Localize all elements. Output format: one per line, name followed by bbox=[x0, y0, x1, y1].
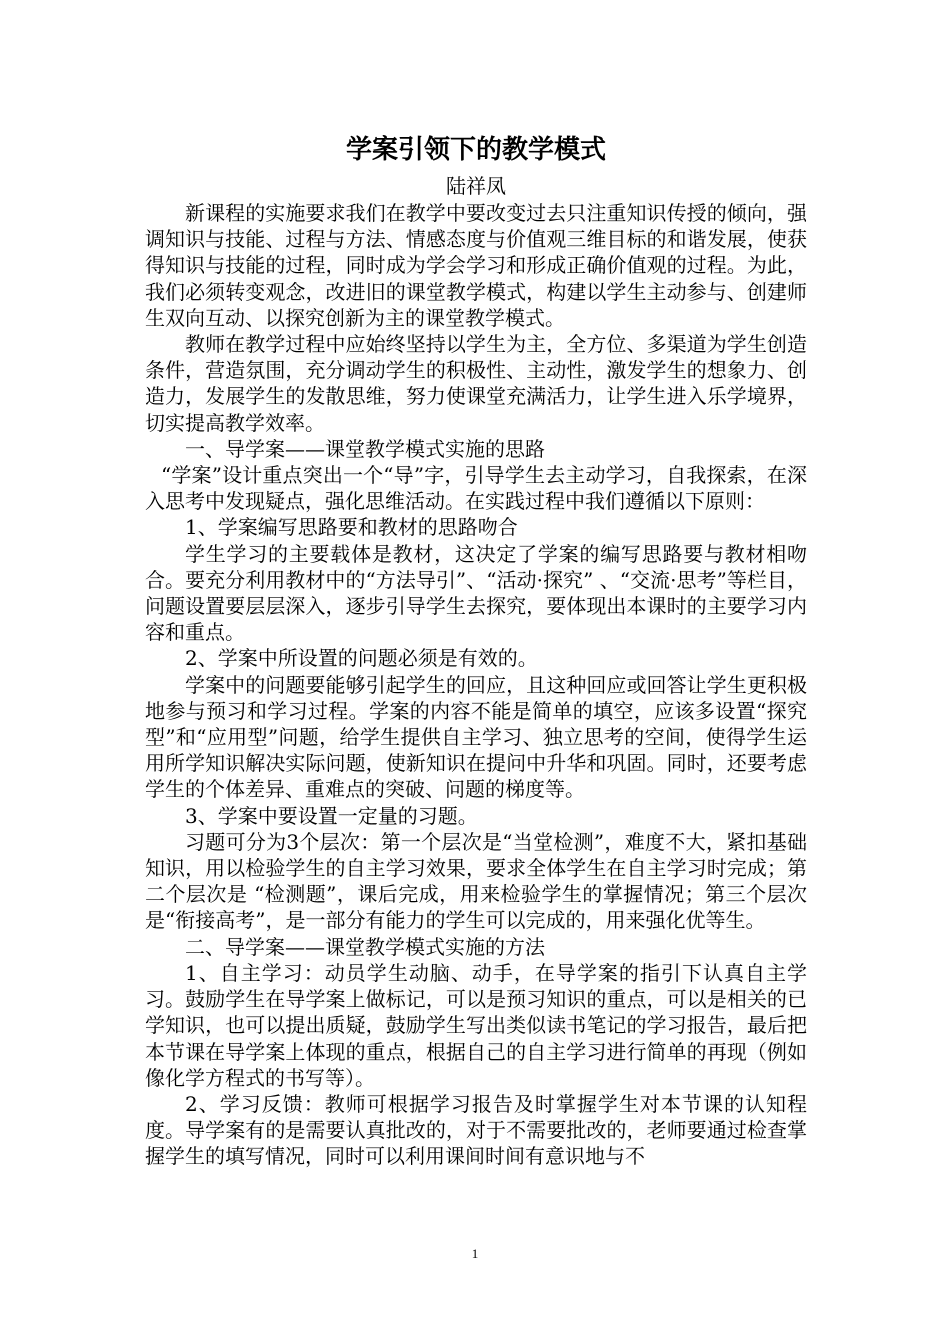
section-heading-2: 二、导学案——课堂教学模式实施的方法 bbox=[185, 934, 545, 959]
paragraph-intro-1: 新课程的实施要求我们在教学中要改变过去只注重知识传授的倾向，强调知识与技能、过程与方法、情感态度与价值观三维目标的和谐发展，使获得知识与技能的过程，同时成为学会学习和形成正确价值观的过程。为此，我们必须转变观念，改进旧的课堂教学模式，构建以学生主动参与、创建师生双向互动、以探究创新为主的课堂教学模式。 bbox=[145, 201, 807, 330]
paragraph-section-1: “学案”设计重点突出一个“导”字，引导学生去主动学习，自我探索，在深入思考中发现疑点，强化思维活动。在实践过程中我们遵循以下原则： bbox=[145, 463, 807, 514]
principle-heading-2: 2、学案中所设置的问题必须是有效的。 bbox=[185, 646, 538, 671]
author-name: 陆祥凤 bbox=[446, 174, 506, 198]
section-heading-1: 一、导学案——课堂教学模式实施的思路 bbox=[185, 436, 545, 461]
paragraph-principle-2: 学案中的问题要能够引起学生的回应，且这种回应或回答让学生更积极地参与预习和学习过程。学案的内容不能是简单的填空，应该多设置“探究型”和“应用型”问题，给学生提供自主学习、独立思考的空间，使得学生运用所学知识解决实际问题，使新知识在提问中升华和巩固。同时，还要考虑学生的个体差异、重难点的突破、问题的梯度等。 bbox=[145, 672, 807, 802]
page-number: 1 bbox=[471, 1246, 479, 1261]
document-title: 学案引领下的教学模式 bbox=[345, 135, 606, 165]
paragraph-principle-1: 学生学习的主要载体是教材，这决定了学案的编写思路要与教材相吻合。要充分利用教材中的“方法导引”、“活动·探究” 、“交流·思考”等栏目，问题设置要层层深入，逐步引导学生去探究，要体现出本课时的主要学习内容和重点。 bbox=[145, 541, 807, 645]
principle-heading-1: 1、学案编写思路要和教材的思路吻合 bbox=[185, 515, 518, 540]
paragraph-method-2: 2、学习反馈：教师可根据学习报告及时掌握学生对本节课的认知程度。导学案有的是需要认真批改的，对于不需要批改的，老师要通过检查掌握学生的填写情况，同时可以利用课间时间有意识地与不 bbox=[145, 1091, 807, 1169]
paragraph-method-1: 1、自主学习：动员学生动脑、动手，在导学案的指引下认真自主学习。鼓励学生在导学案上做标记，可以是预习知识的重点，可以是相关的已学知识，也可以提出质疑，鼓励学生写出类似读书笔记的学习报告，最后把本节课在导学案上体现的重点，根据自己的自主学习进行简单的再现（例如像化学方程式的书写等）。 bbox=[145, 960, 807, 1090]
document-body bbox=[145, 130, 807, 1170]
principle-heading-3: 3、学案中要设置一定量的习题。 bbox=[185, 803, 478, 828]
paragraph-intro-2: 教师在教学过程中应始终坚持以学生为主，全方位、多渠道为学生创造条件，营造氛围，充分调动学生的积极性、主动性，激发学生的想象力、创造力，发展学生的发散思维，努力使课堂充满活力，让学生进入乐学境界，切实提高教学效率。 bbox=[145, 332, 807, 435]
paragraph-principle-3: 习题可分为3个层次：第一个层次是“当堂检测”，难度不大，紧扣基础知识，用以检验学生的自主学习效果，要求全体学生在自主学习时完成；第二个层次是 “检测题”，课后完成，用来检验学生的掌握情况；第三个层次是“衔接高考”，是一部分有能力的学生可以完成的，用来强化优等生。 bbox=[145, 829, 807, 933]
